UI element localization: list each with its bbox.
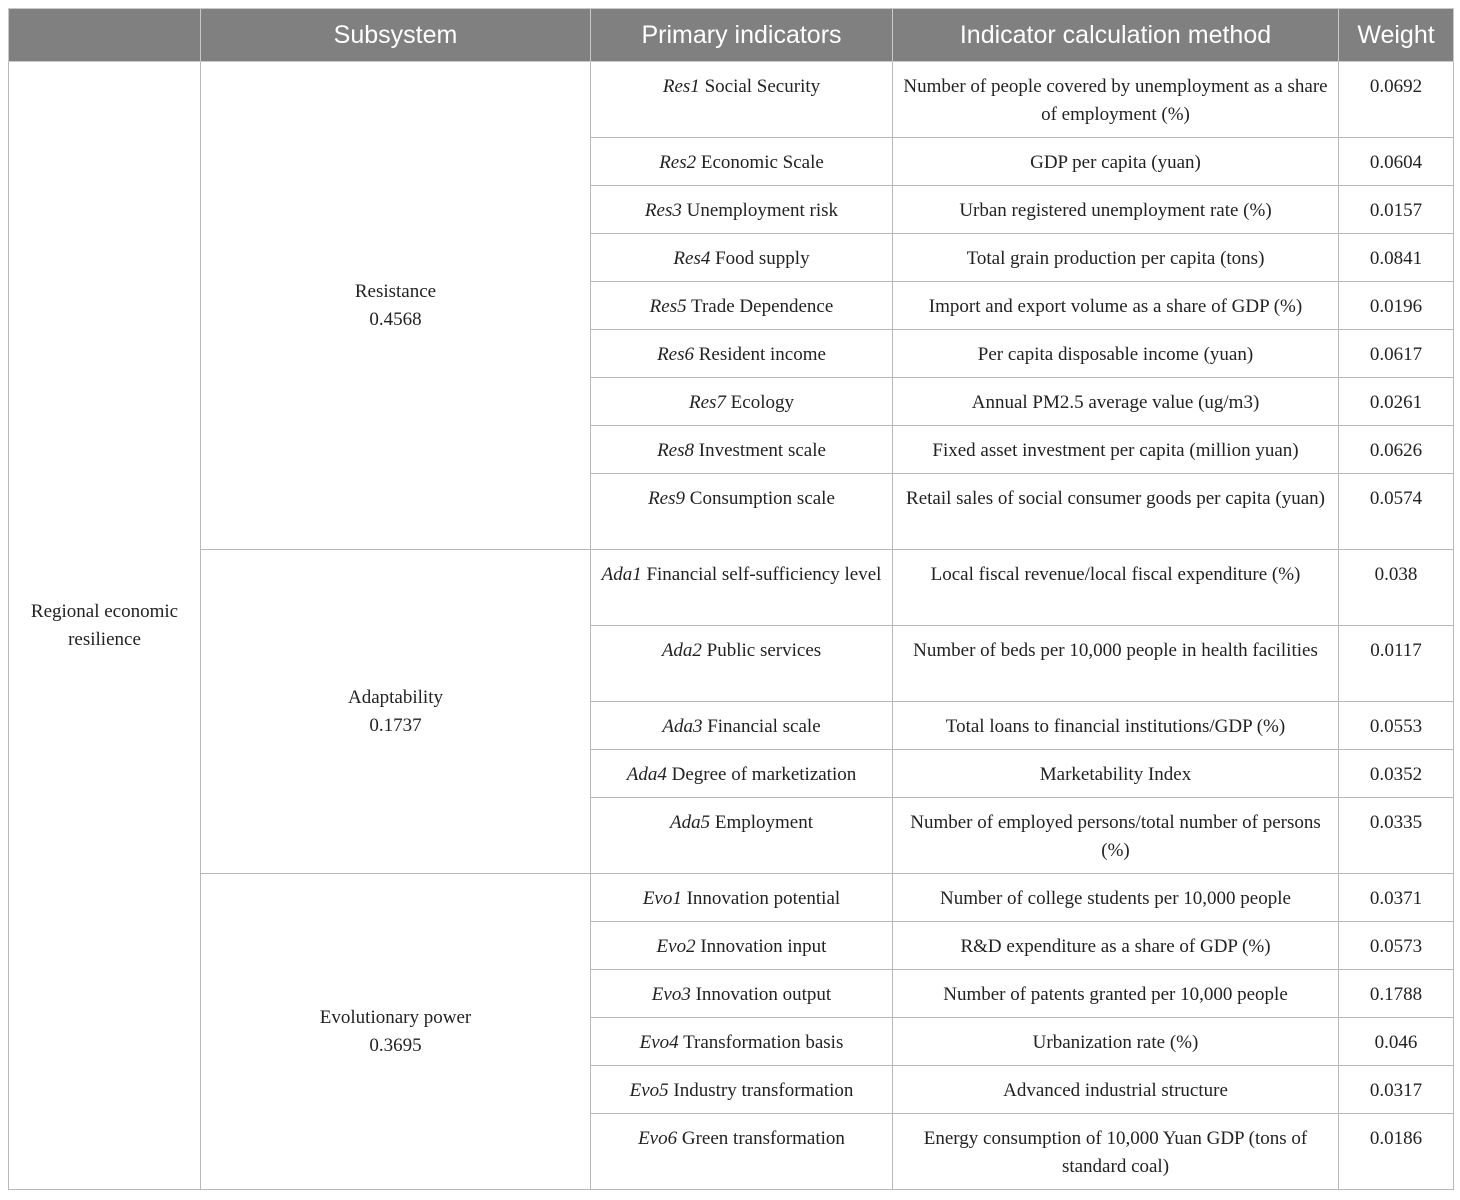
indicator-code: Evo2 (656, 936, 696, 957)
weight-cell: 0.0553 (1339, 702, 1454, 750)
indicator-code: Res2 (659, 152, 697, 173)
header-primary-indicators: Primary indicators (591, 9, 893, 62)
indicator-code: Evo1 (642, 888, 682, 909)
weight-cell: 0.0186 (1339, 1114, 1454, 1190)
weight-cell: 0.0335 (1339, 798, 1454, 874)
weight-cell: 0.0317 (1339, 1066, 1454, 1114)
indicator-cell (591, 1066, 893, 1114)
indicator-cell (591, 378, 893, 426)
weight-cell: 0.0371 (1339, 874, 1454, 922)
indicator-name: Social Security (704, 76, 821, 97)
weight-cell: 0.038 (1339, 550, 1454, 626)
method-cell: Per capita disposable income (yuan) (893, 330, 1339, 378)
method-cell: Retail sales of social consumer goods per capita (yuan) (893, 474, 1339, 550)
method-cell: Number of employed persons/total number of persons (%) (893, 798, 1339, 874)
indicator-name: Resident income (698, 344, 826, 365)
indicator-name: Innovation input (700, 936, 827, 957)
method-cell: Urbanization rate (%) (893, 1018, 1339, 1066)
method-cell: Marketability Index (893, 750, 1339, 798)
indicator-cell (591, 1114, 893, 1190)
weight-cell: 0.0261 (1339, 378, 1454, 426)
weight-cell: 0.0117 (1339, 626, 1454, 702)
target-cell (9, 62, 201, 1190)
indicator-cell (591, 970, 893, 1018)
indicator-cell (591, 922, 893, 970)
subsystem-weight: 0.3695 (369, 1034, 422, 1056)
weight-cell: 0.0352 (1339, 750, 1454, 798)
table-body (9, 62, 1454, 1190)
indicator-code: Res9 (648, 488, 686, 509)
indicator-cell (591, 62, 893, 138)
indicator-name: Food supply (715, 248, 810, 269)
subsystem-weight: 0.1737 (369, 714, 422, 736)
header-calculation-method: Indicator calculation method (893, 9, 1339, 62)
method-cell: Fixed asset investment per capita (million yuan) (893, 426, 1339, 474)
indicator-table (8, 8, 1454, 1190)
indicator-name: Financial self-sufficiency level (646, 564, 882, 585)
indicator-code: Evo3 (651, 984, 691, 1005)
subsystem-cell (201, 62, 591, 550)
indicator-cell (591, 330, 893, 378)
indicator-name: Trade Dependence (691, 296, 834, 317)
indicator-name: Investment scale (698, 440, 826, 461)
method-cell: Import and export volume as a share of GDP (%) (893, 282, 1339, 330)
method-cell: Number of patents granted per 10,000 people (893, 970, 1339, 1018)
indicator-cell (591, 474, 893, 550)
indicator-code: Res4 (673, 248, 711, 269)
indicator-cell (591, 798, 893, 874)
weight-cell: 0.0604 (1339, 138, 1454, 186)
method-cell: Energy consumption of 10,000 Yuan GDP (tons of standard coal) (893, 1114, 1339, 1190)
header-row (9, 9, 1454, 62)
header-subsystem: Subsystem (201, 9, 591, 62)
indicator-code: Ada1 (601, 564, 642, 585)
subsystem-cell (201, 550, 591, 874)
indicator-code: Evo5 (629, 1080, 669, 1101)
indicator-code: Res8 (657, 440, 695, 461)
weight-cell: 0.0196 (1339, 282, 1454, 330)
indicator-cell (591, 138, 893, 186)
indicator-code: Res1 (662, 76, 700, 97)
method-cell: Total loans to financial institutions/GDP (%) (893, 702, 1339, 750)
header-weight: Weight (1339, 9, 1454, 62)
indicator-code: Res3 (644, 200, 682, 221)
weight-cell: 0.1788 (1339, 970, 1454, 1018)
subsystem-name: Resistance (354, 280, 437, 302)
indicator-name: Employment (714, 812, 813, 833)
weight-cell: 0.0157 (1339, 186, 1454, 234)
indicator-name: Unemployment risk (686, 200, 839, 221)
indicator-code: Ada5 (669, 812, 711, 833)
target-label: Regional economic resilience (30, 600, 179, 650)
indicator-name: Financial scale (707, 716, 821, 737)
indicator-cell (591, 186, 893, 234)
weight-cell: 0.0841 (1339, 234, 1454, 282)
indicator-name: Industry transformation (673, 1080, 854, 1101)
indicator-cell (591, 874, 893, 922)
weight-cell: 0.0692 (1339, 62, 1454, 138)
indicator-cell (591, 702, 893, 750)
weight-cell: 0.0574 (1339, 474, 1454, 550)
indicator-name: Innovation output (695, 984, 832, 1005)
method-cell: Annual PM2.5 average value (ug/m3) (893, 378, 1339, 426)
weight-cell: 0.0626 (1339, 426, 1454, 474)
indicator-cell (591, 1018, 893, 1066)
method-cell: Number of beds per 10,000 people in health facilities (893, 626, 1339, 702)
table-row (9, 62, 1454, 138)
indicator-name: Innovation potential (686, 888, 841, 909)
indicator-code: Evo4 (639, 1032, 679, 1053)
indicator-code: Res7 (688, 392, 726, 413)
indicator-name: Ecology (730, 392, 794, 413)
indicator-name: Public services (706, 640, 822, 661)
method-cell: Advanced industrial structure (893, 1066, 1339, 1114)
method-cell: Local fiscal revenue/local fiscal expenditure (%) (893, 550, 1339, 626)
method-cell: Number of people covered by unemployment as a share of employment (%) (893, 62, 1339, 138)
indicator-name: Economic Scale (700, 152, 824, 173)
weight-cell: 0.046 (1339, 1018, 1454, 1066)
weight-cell: 0.0573 (1339, 922, 1454, 970)
subsystem-name: Evolutionary power (319, 1006, 472, 1028)
indicator-cell (591, 426, 893, 474)
method-cell: R&D expenditure as a share of GDP (%) (893, 922, 1339, 970)
indicator-cell (591, 282, 893, 330)
indicator-code: Ada2 (661, 640, 702, 661)
indicator-name: Degree of marketization (671, 764, 857, 785)
indicator-cell (591, 626, 893, 702)
table-row (9, 550, 1454, 626)
indicator-code: Res5 (649, 296, 687, 317)
method-cell: Number of college students per 10,000 people (893, 874, 1339, 922)
header-blank (9, 9, 201, 62)
indicator-code: Ada3 (662, 716, 703, 737)
indicator-code: Res6 (657, 344, 694, 365)
method-cell: Urban registered unemployment rate (%) (893, 186, 1339, 234)
indicator-cell (591, 750, 893, 798)
table-row (9, 874, 1454, 922)
indicator-code: Ada4 (626, 764, 667, 785)
indicator-name: Consumption scale (689, 488, 835, 509)
indicator-cell (591, 550, 893, 626)
indicator-code: Evo6 (638, 1128, 678, 1149)
indicator-cell (591, 234, 893, 282)
method-cell: GDP per capita (yuan) (893, 138, 1339, 186)
subsystem-weight: 0.4568 (369, 308, 422, 330)
method-cell: Total grain production per capita (tons) (893, 234, 1339, 282)
indicator-name: Transformation basis (683, 1032, 844, 1053)
indicator-name: Green transformation (681, 1128, 845, 1149)
weight-cell: 0.0617 (1339, 330, 1454, 378)
subsystem-cell (201, 874, 591, 1190)
subsystem-name: Adaptability (348, 686, 443, 708)
